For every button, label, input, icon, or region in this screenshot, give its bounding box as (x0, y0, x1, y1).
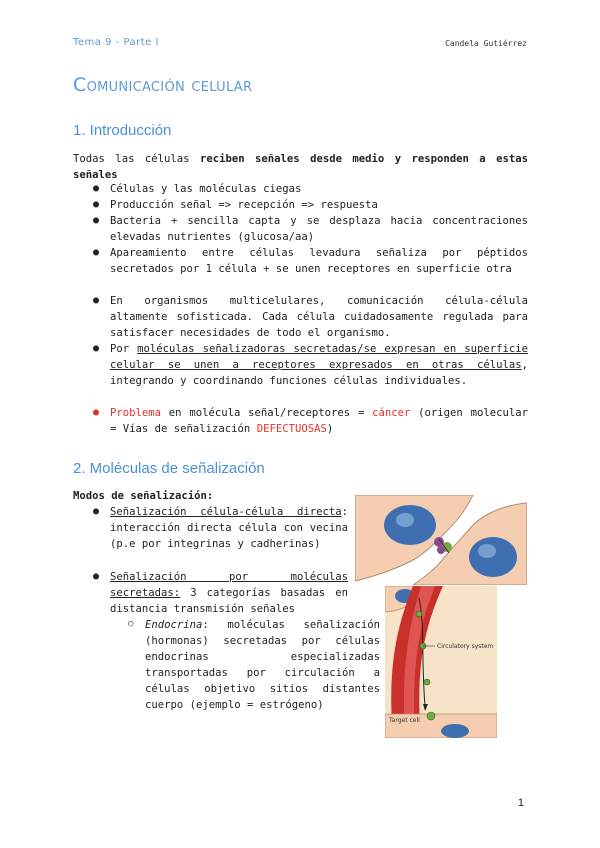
item-text: , integrando y coordinando funciones células individuales. (110, 359, 528, 387)
modes-label-text: Modos de señalización: (73, 490, 214, 502)
list-item: Apareamiento entre células levadura señaliza por péptidos secretados por 1 célula + se unen receptores en superficie otra (110, 247, 528, 275)
target-cell-label: Target cell (389, 717, 420, 724)
bullet-dot: ● (93, 199, 100, 210)
bullet-dot: ● (93, 407, 100, 418)
bullet-dot: ● (93, 343, 100, 354)
list-item (110, 569, 348, 617)
bullet-dot: ● (93, 215, 100, 226)
list-item (145, 617, 380, 713)
underlined-text: Señalización por moléculas secretadas: (110, 571, 348, 599)
intro-paragraph (73, 151, 528, 183)
underlined-text: moléculas señalizadoras secretadas/se expresan en superficie celular se unen a receptores expresados en otras células (110, 343, 528, 371)
sub-bullet-circle: ○ (128, 619, 134, 629)
page-number: 1 (517, 797, 524, 809)
item-text: 3 categorías basadas en distancia transmisión señales (110, 587, 348, 615)
header-right: Candela Gutiérrez (445, 39, 527, 48)
modes-label (73, 488, 343, 504)
bullet-dot: ● (93, 295, 100, 306)
red-text: Problema (110, 407, 162, 419)
list-item (110, 341, 528, 389)
list-item: Bacteria + sencilla capta y se desplaza hacia concentraciones elevadas nutrientes (glucosa/aa) (110, 215, 528, 243)
item-text: (origen molecular = Vías de señalización (110, 407, 528, 435)
list-item: Células y las moléculas ciegas (110, 183, 302, 195)
intro-bold-text: reciben señales desde medio y responden a estas señales (73, 153, 528, 181)
list-item: Producción señal => recepción => respuesta (110, 199, 378, 211)
italic-text: Endocrina (145, 619, 203, 631)
endocrine-illustration (385, 586, 497, 738)
item-text: Por (110, 343, 138, 355)
red-text: DEFECTUOSAS (256, 423, 327, 435)
red-text: cáncer (372, 407, 411, 419)
section-heading-intro: 1. Introducción (73, 122, 172, 139)
list-item (110, 405, 528, 437)
intro-text: Todas las células (73, 153, 200, 165)
bullet-dot: ● (93, 183, 100, 194)
circulatory-label: Circulatory system (437, 643, 494, 650)
bullet-dot: ● (93, 506, 100, 517)
header-left: Tema 9 - Parte I (73, 37, 159, 48)
item-text: : moléculas señalización (hormonas) secretadas por células endocrinas especializadas transportadas por circulación a células objetivo sitios distantes cuerpo (ejemplo = estrógeno) (145, 619, 380, 711)
page-title: Comunicación celular (73, 74, 253, 96)
bullet-dot: ● (93, 571, 100, 582)
section-heading-molecules: 2. Moléculas de señalización (73, 460, 265, 477)
item-text: : interacción directa célula con vecina (p.e por integrinas y cadherinas) (110, 506, 348, 550)
item-text: en molécula señal/receptores = (161, 407, 373, 419)
bullet-dot: ● (93, 247, 100, 258)
list-item (110, 504, 348, 552)
cell-contact-illustration (355, 495, 527, 585)
list-item: En organismos multicelulares, comunicación célula-célula altamente sofisticada. Cada célula cuidadosamente regulada para satisfacer necesidades de todo el organismo. (110, 295, 528, 339)
item-text: ) (326, 423, 334, 435)
underlined-text: Señalización célula-célula directa (110, 506, 342, 518)
